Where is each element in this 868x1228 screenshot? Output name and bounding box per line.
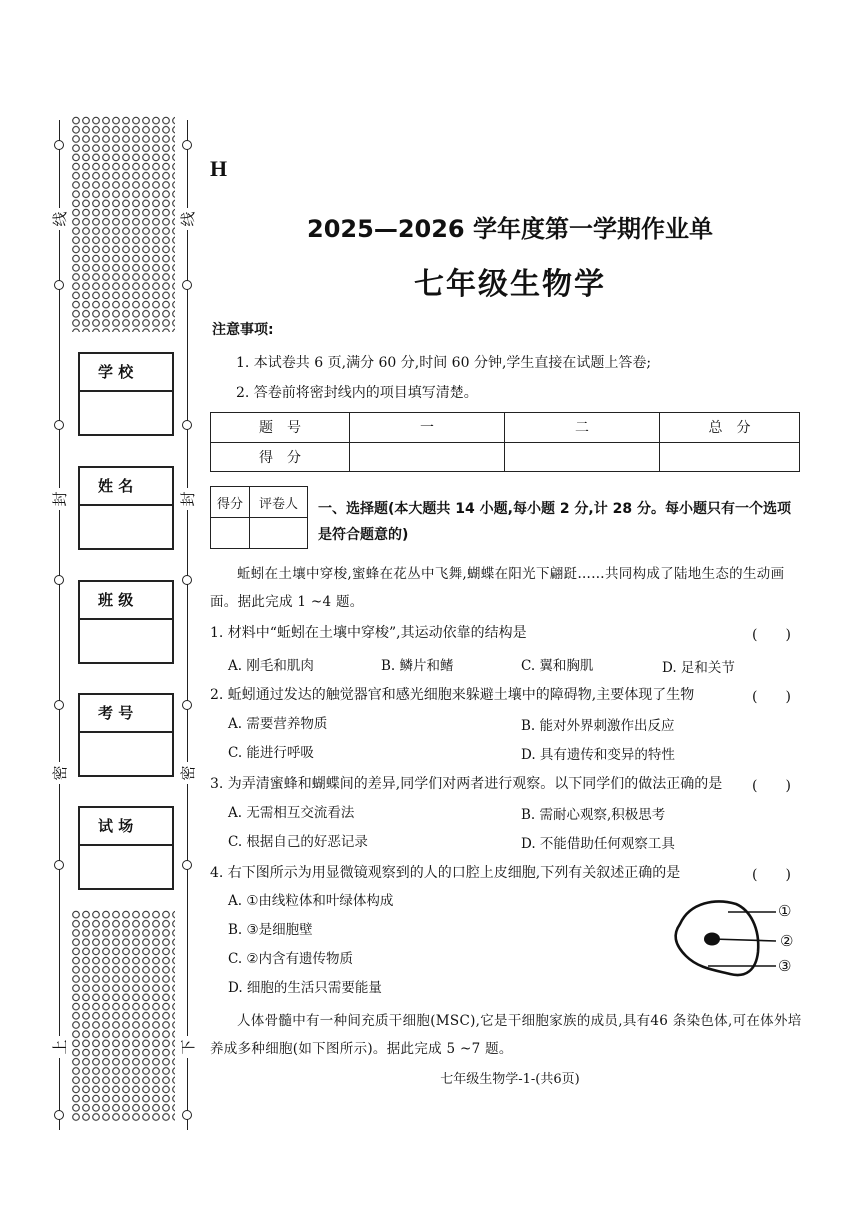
field-label: 姓 名 (80, 468, 172, 506)
answer-paren[interactable]: ( ) (752, 867, 791, 883)
ring-mark (54, 575, 64, 585)
ring-mark (182, 575, 192, 585)
seal-char: 上 (49, 1036, 71, 1058)
seal-char: 封 (49, 488, 71, 510)
question-stem: 2. 蚯蚓通过发达的触觉器官和感光细胞来躲避土壤中的障碍物,主要体现了生物 (210, 687, 695, 703)
cheek-cell-figure (668, 894, 808, 990)
option: B. 鳞片和鳍 (381, 658, 454, 674)
seal-char: 下 (177, 1036, 199, 1058)
option: B. 能对外界刺激作出反应 (521, 718, 675, 734)
seal-line-outer (59, 120, 60, 1130)
notice-item: 2. 答卷前将密封线内的项目填写清楚。 (236, 385, 478, 401)
question-stem: 4. 右下图所示为用显微镜观察到的人的口腔上皮细胞,下列有关叙述正确的是 (210, 865, 681, 881)
seal-char: 封 (177, 488, 199, 510)
ring-mark (182, 140, 192, 150)
class-field[interactable] (78, 580, 174, 664)
exam-number-field[interactable] (78, 693, 174, 777)
ring-mark (54, 280, 64, 290)
option: C. 能进行呼吸 (228, 745, 314, 761)
option: D. 足和关节 (662, 660, 735, 676)
ring-mark (182, 280, 192, 290)
seal-char: 密 (49, 762, 71, 784)
option: C. 根据自己的好恶记录 (228, 834, 368, 850)
ring-mark (182, 700, 192, 710)
figure-label: ③ (778, 957, 792, 975)
grader-cell[interactable] (211, 518, 250, 549)
option: B. 需耐心观察,积极思考 (521, 807, 666, 823)
score-header-cell: 二 (505, 413, 660, 443)
subject-title: 七年级生物学 (414, 267, 606, 302)
ring-mark (182, 1110, 192, 1120)
name-field[interactable] (78, 466, 174, 550)
option: A. 需要营养物质 (228, 716, 328, 732)
score-header-cell: 题 号 (211, 413, 350, 443)
field-label: 试 场 (80, 808, 172, 846)
seal-line-inner (187, 120, 188, 1130)
seal-char: 线 (177, 208, 199, 230)
question-stem: 3. 为弄清蜜蜂和蝴蝶间的差异,同学们对两者进行观察。以下同学们的做法正确的是 (210, 776, 723, 792)
score-cell[interactable] (350, 442, 505, 472)
score-cell[interactable] (505, 442, 660, 472)
ring-mark (54, 1110, 64, 1120)
option: C. 翼和胸肌 (521, 658, 594, 674)
page-title: 2025—2026 学年度第一学期作业单 (307, 215, 713, 243)
page-footer: 七年级生物学-1-(共6页) (440, 1072, 580, 1087)
answer-paren[interactable]: ( ) (752, 778, 791, 794)
ring-mark (54, 860, 64, 870)
question-stem: 1. 材料中“蚯蚓在土壤中穿梭”,其运动依靠的结构是 (210, 625, 527, 641)
outro-paragraph: 人体骨髓中有一种间充质干细胞(MSC),它是干细胞家族的成员,具有46 条染色体,可在体外培养成多种细胞(如下图所示)。据此完成 5 ~7 题。 (210, 1013, 802, 1057)
ring-mark (54, 420, 64, 430)
figure-label: ② (780, 932, 794, 950)
notice-heading: 注意事项: (212, 322, 274, 338)
option: A. ①由线粒体和叶绿体构成 (228, 893, 394, 909)
notice-item: 1. 本试卷共 6 页,满分 60 分,时间 60 分钟,学生直接在试题上答卷; (236, 355, 652, 371)
option: C. ②内含有遗传物质 (228, 951, 354, 967)
score-header-cell: 一 (350, 413, 505, 443)
ring-mark (182, 420, 192, 430)
intro-paragraph: 蚯蚓在土壤中穿梭,蜜蜂在花丛中飞舞,蝴蝶在阳光下翩跹……共同构成了陆地生态的生动画面。据此完成 1 ~4 题。 (210, 566, 785, 610)
answer-paren[interactable]: ( ) (752, 627, 791, 643)
option: D. 不能借助任何观察工具 (521, 836, 675, 852)
score-header-cell: 总 分 (660, 413, 800, 443)
field-label: 班 级 (80, 582, 172, 620)
version-mark: H (210, 156, 228, 181)
score-cell[interactable] (660, 442, 800, 472)
seal-char: 密 (177, 762, 199, 784)
exam-room-field[interactable] (78, 806, 174, 890)
ring-mark (54, 700, 64, 710)
figure-label: ① (778, 902, 792, 920)
ring-mark (54, 140, 64, 150)
section-heading: 一、选择题(本大题共 14 小题,每小题 2 分,计 28 分。每小题只有一个选项是符合题意的) (318, 501, 791, 543)
seal-char: 线 (49, 208, 71, 230)
option: D. 细胞的生活只需要能量 (228, 980, 382, 996)
score-label-cell: 得 分 (211, 442, 350, 472)
grader-label: 评卷人 (250, 487, 308, 518)
school-field[interactable] (78, 352, 174, 436)
perforation-dots-top (71, 116, 175, 332)
option: A. 刚毛和肌肉 (228, 658, 314, 674)
ring-mark (182, 860, 192, 870)
option: A. 无需相互交流看法 (228, 805, 355, 821)
option: D. 具有遗传和变异的特性 (521, 747, 675, 763)
score-table (210, 412, 800, 472)
grader-cell[interactable] (250, 518, 308, 549)
perforation-dots-bottom (71, 910, 175, 1122)
field-label: 考 号 (80, 695, 172, 733)
field-label: 学 校 (80, 354, 172, 392)
grader-table (210, 486, 308, 549)
option: B. ③是细胞壁 (228, 922, 313, 938)
grader-label: 得分 (211, 487, 250, 518)
answer-paren[interactable]: ( ) (752, 689, 791, 705)
label-line (712, 939, 776, 941)
